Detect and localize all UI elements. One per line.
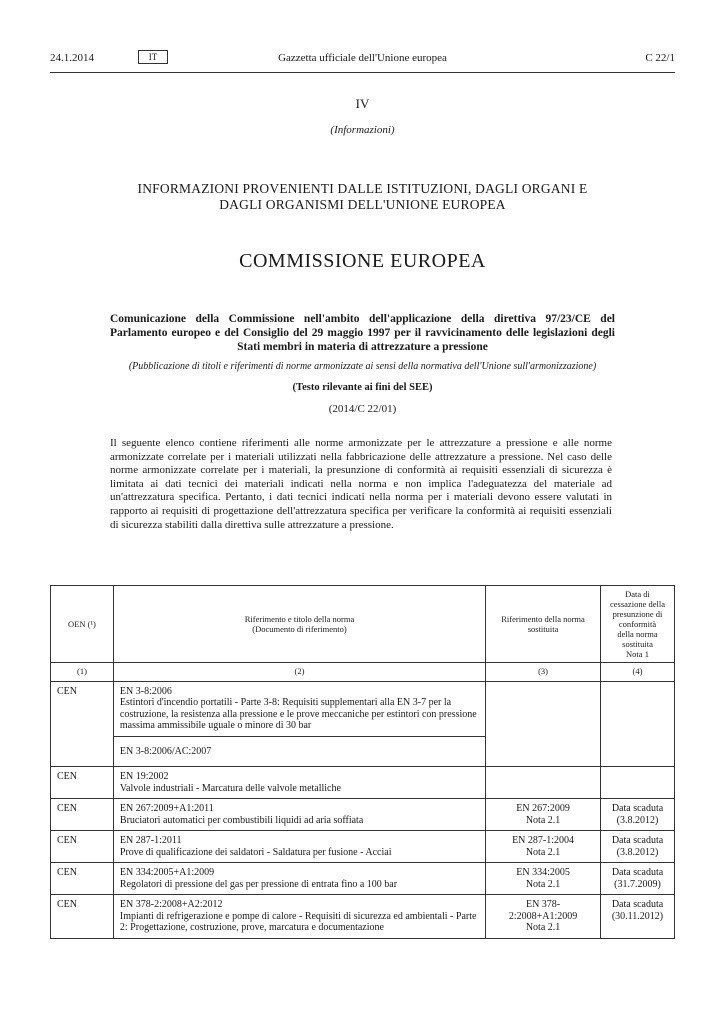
standard-title: Bruciatori automatici per combustibili liquidi ad aria soffiata — [119, 814, 364, 826]
standard-reference: EN 267:2009+A1:2011 — [119, 803, 214, 814]
header-reference-line: (Documento di riferimento) — [252, 624, 347, 634]
superseded-text: EN 334:2005 — [516, 867, 570, 878]
cessation-cell — [601, 831, 675, 863]
header-superseded: Riferimento della norma sostituita — [486, 586, 601, 663]
superseded-text: Nota 2.1 — [525, 814, 561, 826]
cessation-text: Data scaduta — [611, 899, 664, 910]
superseded-text: EN 378- — [525, 899, 561, 910]
standard-title: Regolatori di pressione del gas per pressione di entrata fino a 100 bar — [119, 878, 398, 890]
standard-reference: EN 19:2002 — [119, 771, 169, 782]
cessation-text: Data scaduta — [611, 835, 664, 846]
superseded-cell — [486, 681, 601, 767]
superseded-cell — [486, 767, 601, 799]
eea-relevance: (Testo rilevante ai fini del SEE) — [292, 382, 433, 393]
cessation-cell — [601, 767, 675, 799]
page-reference: C 22/1 — [645, 52, 675, 64]
table-row — [51, 799, 675, 831]
table-row — [51, 681, 675, 736]
header-cessation-line: presunzione di conformità — [612, 609, 663, 629]
institutions-heading — [50, 181, 675, 213]
standard-title: Estintori d'incendio portatili - Parte 3-8: Requisiti supplementari alla EN 3-7 per la costruzione, la resistenza alla pressione e le prove meccaniche per estintori con pressione massima ammissibile uguale o minore di 30 bar — [119, 697, 477, 731]
cessation-text: (3.8.2012) — [616, 814, 659, 826]
journal-title: Gazzetta ufficiale dell'Unione europea — [278, 52, 447, 64]
table-row — [51, 767, 675, 799]
communication-title: Comunicazione della Commissione nell'ambito dell'applicazione della direttiva 97/23/CE del Parlamento europeo e del Consiglio del 29 maggio 1997 per il ravvicinamento delle legislazioni degli Stati membri in materia di attrezzature a pressione — [110, 313, 615, 353]
oen-cell: CEN — [51, 681, 114, 767]
section-subtitle: (Informazioni) — [330, 124, 395, 136]
reference-cell — [113, 863, 485, 895]
column-number: (2) — [113, 663, 485, 682]
standard-title: Impianti di refrigerazione e pompe di calore - Requisiti di sicurezza ed ambientali - Parte 2: Progettazione, costruzione, prove, marcatura e documentazione — [119, 910, 477, 933]
header-reference-line: Riferimento e titolo della norma — [244, 614, 355, 624]
reference-cell — [113, 681, 485, 736]
reference-cell — [113, 895, 485, 939]
cessation-text: (31.7.2009) — [614, 878, 661, 890]
superseded-text: 2:2008+A1:2009 — [508, 910, 578, 922]
oen-cell: CEN — [51, 831, 114, 863]
standards-table — [50, 585, 675, 939]
standard-reference: EN 287-1:2011 — [119, 835, 182, 846]
cessation-cell — [601, 863, 675, 895]
header-reference — [113, 586, 485, 663]
document-reference: (2014/C 22/01) — [328, 403, 397, 415]
standard-reference: EN 334:2005+A1:2009 — [119, 867, 215, 878]
column-number: (1) — [51, 663, 114, 682]
header-oen: OEN (¹) — [51, 586, 114, 663]
publication-note: (Pubblicazione di titoli e riferimenti di norme armonizzate ai sensi della normativa dell'Unione sull'armonizzazione) — [128, 361, 597, 372]
table-header-row — [51, 586, 675, 663]
language-badge: IT — [138, 50, 168, 64]
standard-title: Valvole industriali - Marcatura delle valvole metalliche — [119, 782, 341, 794]
superseded-cell — [486, 831, 601, 863]
superseded-cell — [486, 799, 601, 831]
standard-reference: EN 378-2:2008+A2:2012 — [119, 899, 223, 910]
column-number-row — [51, 663, 675, 682]
cessation-cell — [601, 895, 675, 939]
column-number: (4) — [601, 663, 675, 682]
header-divider — [50, 72, 675, 73]
section-number: IV — [355, 96, 370, 111]
publication-date: 24.1.2014 — [50, 52, 94, 64]
superseded-cell — [486, 895, 601, 939]
oen-cell: CEN — [51, 895, 114, 939]
page-header — [50, 52, 675, 68]
cessation-text: Data scaduta — [611, 803, 664, 814]
column-number: (3) — [486, 663, 601, 682]
superseded-text: Nota 2.1 — [525, 922, 561, 933]
oen-cell: CEN — [51, 767, 114, 799]
header-cessation — [601, 586, 675, 663]
reference-cell — [113, 799, 485, 831]
superseded-text: Nota 2.1 — [525, 846, 561, 858]
superseded-text: EN 287-1:2004 — [512, 835, 575, 846]
commission-heading: COMMISSIONE EUROPEA — [239, 250, 486, 272]
header-cessation-line: Data di cessazione della — [610, 589, 665, 609]
standard-title: Prove di qualificazione dei saldatori - Saldatura per fusione - Acciai — [119, 846, 392, 858]
header-cessation-line: della norma sostituita — [617, 629, 658, 649]
table-row — [51, 895, 675, 939]
reference-cell — [113, 767, 485, 799]
institutions-heading-line: INFORMAZIONI PROVENIENTI DALLE ISTITUZIONI, DAGLI ORGANI E — [137, 181, 588, 196]
header-cessation-line: Nota 1 — [626, 649, 649, 659]
table-row — [51, 863, 675, 895]
superseded-cell — [486, 863, 601, 895]
cessation-text: (30.11.2012) — [611, 910, 664, 922]
standard-reference: EN 3-8:2006 — [119, 685, 172, 697]
oen-cell: CEN — [51, 799, 114, 831]
superseded-text: EN 267:2009 — [516, 803, 570, 814]
cessation-text: (3.8.2012) — [616, 846, 659, 858]
superseded-text: Nota 2.1 — [525, 878, 561, 890]
cessation-cell — [601, 799, 675, 831]
institutions-heading-line: DAGLI ORGANISMI DELL'UNIONE EUROPEA — [219, 197, 506, 212]
oen-cell: CEN — [51, 863, 114, 895]
intro-paragraph: Il seguente elenco contiene riferimenti alle norme armonizzate per le attrezzature a pressione e alle norme armonizzate correlate per i materiali utilizzati nella fabbricazione delle attrezzature a pressione. Nel caso delle norme armonizzate correlate per i materiali, la presunzione di conformità ai requisiti essenziali di sicurezza è limitata ai dati tecnici dei materiali indicati nella norma e non implica l'adeguatezza del materiale ad un'attrezzatura specifica. Pertanto, i dati tecnici indicati nella norma per i materiali devono essere valutati in rapporto ai requisiti di progettazione dell'attrezzatura specifica per verificare la conformità ai requisiti essenziali di sicurezza stabiliti dalla direttiva sulle attrezzature a pressione. — [110, 437, 612, 531]
table-row — [51, 831, 675, 863]
cessation-text: Data scaduta — [611, 867, 664, 878]
cessation-cell — [601, 681, 675, 767]
amendment-cell: EN 3-8:2006/AC:2007 — [113, 736, 485, 767]
reference-cell — [113, 831, 485, 863]
